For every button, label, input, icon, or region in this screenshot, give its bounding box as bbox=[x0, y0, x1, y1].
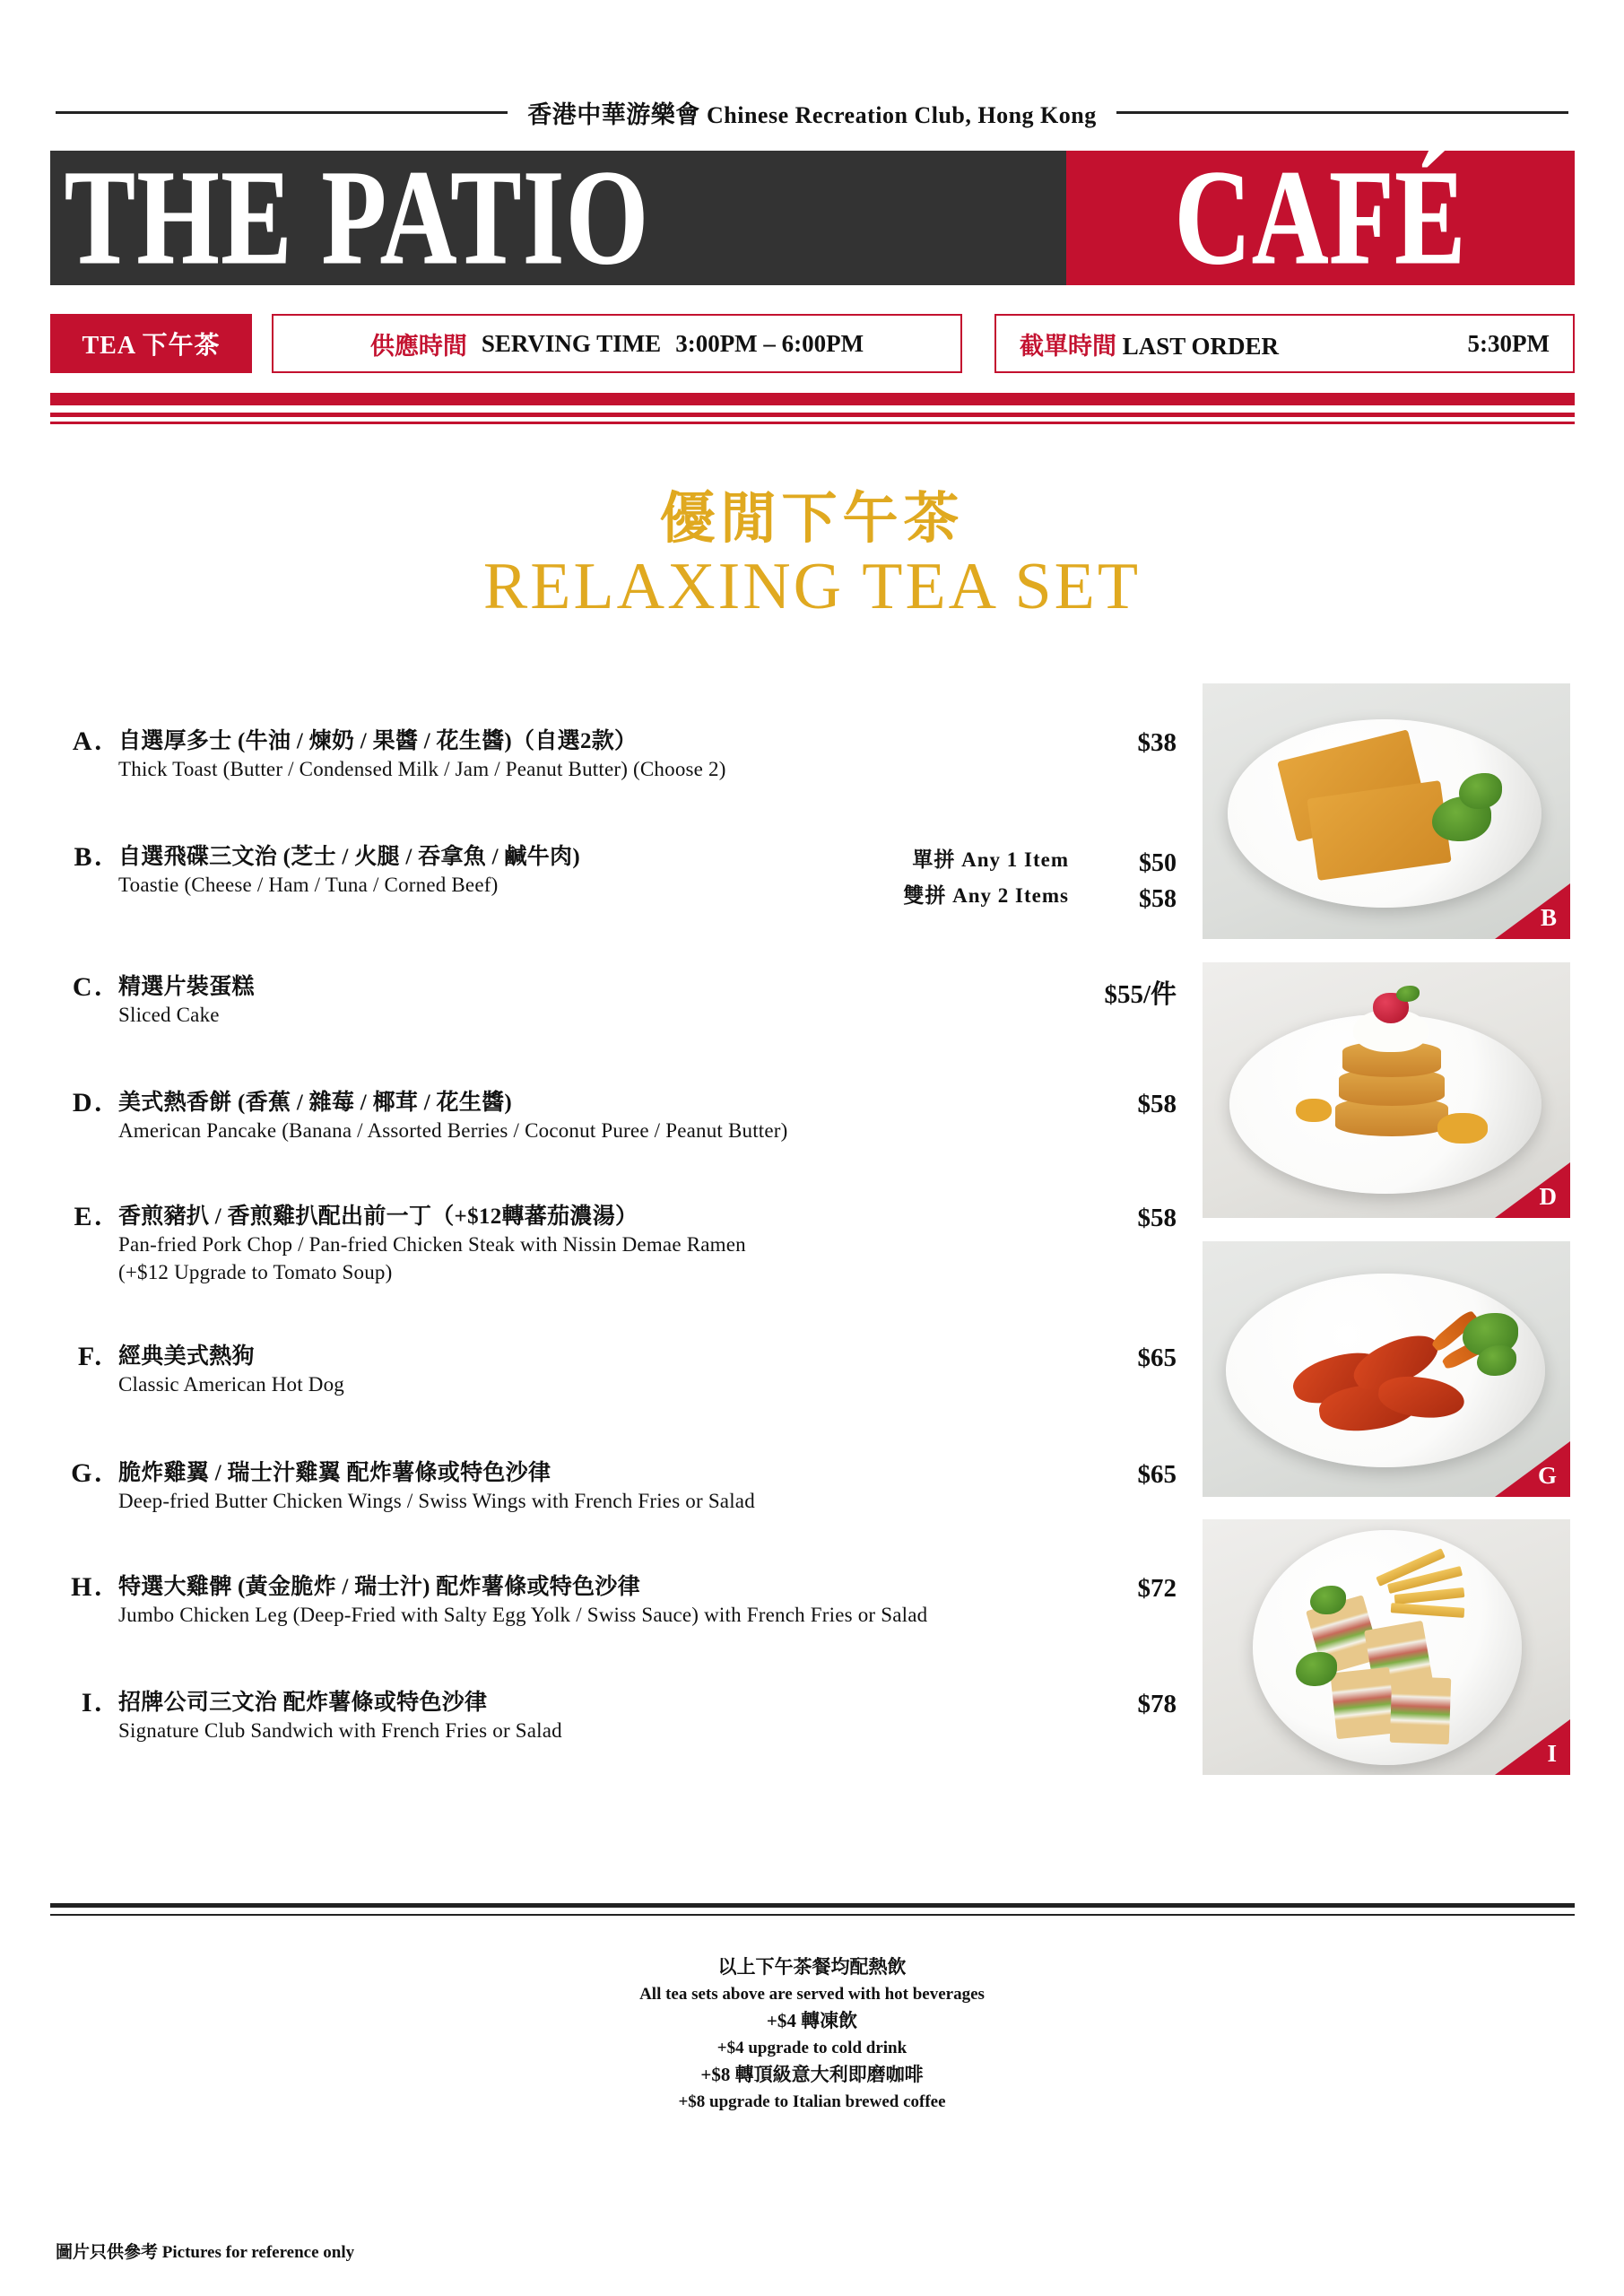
photo-badge bbox=[1495, 1719, 1570, 1775]
club-name-cn: 香港中華游樂會 bbox=[527, 100, 700, 128]
price-option-amount: $58 bbox=[1139, 884, 1177, 913]
food-photo-d bbox=[1203, 962, 1570, 1218]
item-letter: B. bbox=[74, 842, 104, 873]
item-name-cn: 精選片裝蛋糕 bbox=[118, 974, 255, 999]
item-name-en: Signature Club Sandwich with French Fries or Salad bbox=[118, 1719, 562, 1743]
menu-item-c bbox=[56, 972, 1177, 1029]
item-letter: H. bbox=[71, 1571, 104, 1602]
item-name-en: Classic American Hot Dog bbox=[118, 1373, 345, 1396]
item-name-en-extra: (+$12 Upgrade to Tomato Soup) bbox=[118, 1260, 393, 1283]
item-name-cn: 香煎豬扒 / 香煎雞扒配出前一丁（+$12轉蕃茄濃湯） bbox=[118, 1205, 638, 1230]
menu-item-a bbox=[56, 726, 1177, 783]
brand-title-dark bbox=[50, 142, 1066, 293]
last-order-box bbox=[994, 314, 1575, 373]
menu-item-i bbox=[56, 1688, 1177, 1744]
menu-item-d bbox=[56, 1088, 1177, 1144]
price-option-label: 雙拼 Any 2 Items bbox=[903, 883, 1069, 907]
item-letter: G. bbox=[71, 1457, 104, 1488]
club-rule-right bbox=[1116, 111, 1568, 114]
service-info-row bbox=[50, 314, 1575, 373]
item-letter: A. bbox=[72, 726, 104, 756]
item-letter: D. bbox=[72, 1088, 104, 1118]
item-name-en: Deep-fried Butter Chicken Wings / Swiss Wings with French Fries or Salad bbox=[118, 1489, 755, 1512]
section-title-cn: 優閒下午茶 bbox=[659, 489, 965, 550]
item-name-cn: 脆炸雞翼 / 瑞士汁雞翼 配炸薯條或特色沙律 bbox=[118, 1460, 551, 1485]
divider-bar-1 bbox=[50, 393, 1575, 405]
brand-title-accent: CAFÉ bbox=[1174, 142, 1467, 293]
mint-leaf bbox=[1396, 986, 1420, 1002]
serving-time-label-cn: 供應時間 bbox=[369, 332, 467, 360]
food-photo-b bbox=[1203, 683, 1570, 939]
divider-bar-3 bbox=[50, 422, 1575, 424]
menu-item-h bbox=[56, 1572, 1177, 1629]
item-name-en: American Pancake (Banana / Assorted Berries / Coconut Puree / Peanut Butter) bbox=[118, 1119, 788, 1143]
item-letter: E. bbox=[74, 1202, 104, 1232]
fruit-garnish bbox=[1296, 1099, 1332, 1122]
serving-time-box bbox=[272, 314, 962, 373]
item-name-en: Pan-fried Pork Chop / Pan-fried Chicken Steak with Nissin Demae Ramen bbox=[118, 1233, 746, 1257]
last-order-value: 5:30PM bbox=[1467, 329, 1550, 357]
tea-badge: TEA 下午茶 bbox=[50, 314, 252, 373]
brand-title-main: THE PATIO bbox=[65, 142, 650, 293]
brand-title-red bbox=[1066, 142, 1575, 293]
photo-badge-letter: I bbox=[1547, 1740, 1558, 1767]
item-name-cn: 特選大雞髀 (黃金脆炸 / 瑞士汁) 配炸薯條或特色沙律 bbox=[118, 1574, 640, 1599]
section-title-en: RELAXING TEA SET bbox=[482, 550, 1142, 623]
item-name-en: Toastie (Cheese / Ham / Tuna / Corned Beef) bbox=[118, 874, 499, 897]
item-price-options bbox=[903, 842, 1177, 916]
item-price: $65 bbox=[1137, 1459, 1177, 1489]
footer-note-line: +$4 轉凍飲 bbox=[766, 2010, 858, 2031]
serving-time-value: 3:00PM – 6:00PM bbox=[675, 329, 864, 357]
footer-note-line: +$8 轉頂級意大利即磨咖啡 bbox=[700, 2064, 924, 2085]
food-photo-g bbox=[1203, 1241, 1570, 1497]
photo-badge bbox=[1495, 1162, 1570, 1218]
item-name-en: Sliced Cake bbox=[118, 1003, 220, 1026]
food-photo-i bbox=[1203, 1519, 1570, 1775]
reference-note: 圖片只供參考 Pictures for reference only bbox=[56, 2243, 355, 2262]
club-name-en: Chinese Recreation Club, Hong Kong bbox=[707, 101, 1097, 128]
item-price: $55/件 bbox=[1104, 979, 1177, 1009]
item-name-cn: 自選厚多士 (牛油 / 煉奶 / 果醬 / 花生醬)（自選2款） bbox=[118, 729, 638, 753]
menu-item-g bbox=[56, 1458, 1177, 1515]
last-order-label-cn: 截單時間 bbox=[1020, 332, 1116, 360]
footer-note-line: +$4 upgrade to cold drink bbox=[716, 2038, 908, 2057]
item-name-cn: 自選飛碟三文治 (芝士 / 火腿 / 吞拿魚 / 鹹牛肉) bbox=[118, 845, 580, 870]
footer-note bbox=[0, 1953, 1624, 2115]
club-header bbox=[56, 97, 1568, 127]
item-letter: C. bbox=[72, 971, 104, 1002]
club-rule-left bbox=[56, 111, 508, 114]
footer-rule-thick bbox=[50, 1903, 1575, 1908]
footer-note-line: 以上下午茶餐均配熱飲 bbox=[717, 1956, 907, 1978]
item-name-cn: 美式熱香餅 (香蕉 / 雜莓 / 椰茸 / 花生醬) bbox=[118, 1091, 513, 1116]
club-sandwich-quarter bbox=[1390, 1676, 1452, 1744]
last-order-label-en: LAST ORDER bbox=[1122, 332, 1280, 360]
footer-note-line: All tea sets above are served with hot beverages bbox=[639, 1984, 985, 2004]
item-name-en: Thick Toast (Butter / Condensed Milk / Jam / Peanut Butter) (Choose 2) bbox=[118, 758, 726, 780]
item-letter: I. bbox=[81, 1688, 104, 1718]
divider-bar-2 bbox=[50, 413, 1575, 417]
price-option-label: 單拼 Any 1 Item bbox=[912, 848, 1069, 872]
brand-title-band bbox=[50, 142, 1575, 293]
item-price: $58 bbox=[1137, 1090, 1177, 1119]
item-name-cn: 招牌公司三文治 配炸薯條或特色沙律 bbox=[118, 1691, 488, 1716]
item-price: $38 bbox=[1137, 728, 1177, 757]
fruit-garnish bbox=[1437, 1113, 1488, 1144]
menu-item-f bbox=[56, 1342, 1177, 1398]
price-option-amount: $50 bbox=[1139, 849, 1177, 878]
item-price: $58 bbox=[1137, 1204, 1177, 1233]
club-name bbox=[508, 95, 1116, 130]
item-name-en: Jumbo Chicken Leg (Deep-Fried with Salty Egg Yolk / Swiss Sauce) with French Fries or Salad bbox=[118, 1603, 928, 1626]
photo-badge bbox=[1495, 1441, 1570, 1497]
menu-item-b bbox=[56, 842, 1177, 916]
footer-rule-thin bbox=[50, 1914, 1575, 1916]
photo-badge bbox=[1495, 883, 1570, 939]
item-name-cn: 經典美式熱狗 bbox=[118, 1344, 255, 1370]
item-price: $78 bbox=[1137, 1690, 1177, 1719]
item-letter: F. bbox=[77, 1342, 104, 1372]
photo-badge-letter: D bbox=[1539, 1183, 1558, 1210]
photo-badge-letter: B bbox=[1540, 904, 1558, 931]
photo-badge-letter: G bbox=[1537, 1462, 1558, 1489]
serving-time-label-en: SERVING TIME bbox=[481, 329, 662, 357]
club-sandwich-quarter bbox=[1330, 1667, 1395, 1739]
item-price: $65 bbox=[1137, 1344, 1177, 1373]
item-price: $72 bbox=[1137, 1573, 1177, 1603]
footer-note-line: +$8 upgrade to Italian brewed coffee bbox=[678, 2092, 946, 2111]
menu-item-list bbox=[56, 701, 1177, 1745]
menu-item-e bbox=[56, 1202, 1177, 1286]
